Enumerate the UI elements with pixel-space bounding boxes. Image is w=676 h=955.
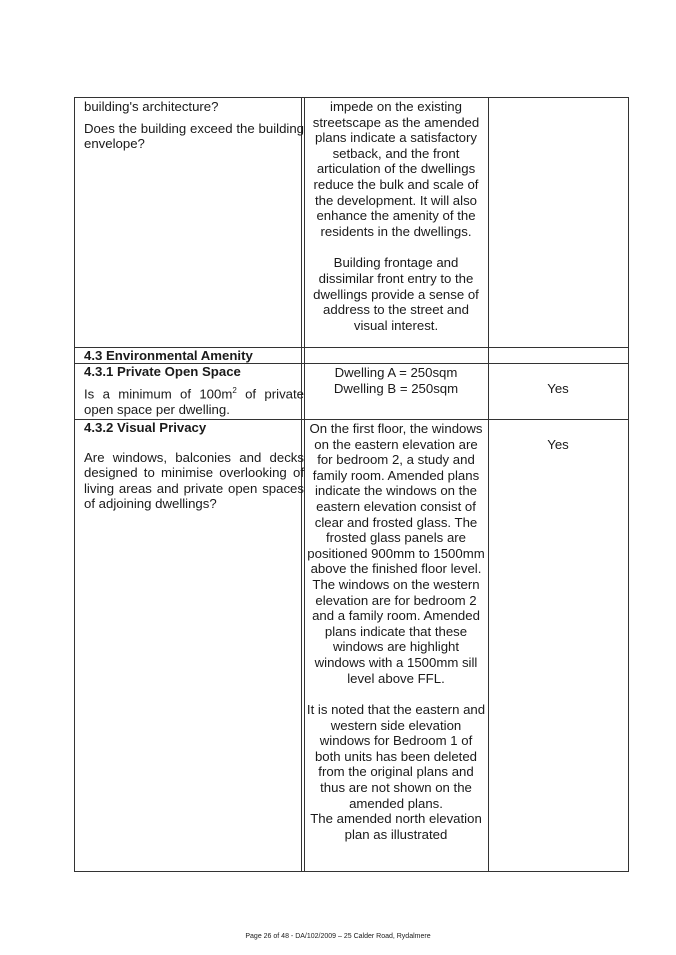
pos-compliance: Yes bbox=[547, 381, 569, 396]
privacy-question: Are windows, balconies and decks designed to minimise overlooking of living areas and private open spaces of adjoining dwellings? bbox=[84, 449, 304, 512]
pos-heading: 4.3.1 Private Open Space bbox=[84, 364, 241, 379]
row1-left-line: building's architecture? bbox=[84, 99, 219, 114]
privacy-compliance: Yes bbox=[547, 437, 569, 452]
pos-question-sup: 2 bbox=[232, 385, 237, 395]
row1-mid-para2: Building frontage and dissimilar front entry to the dwellings provide a sense of address to the street and visual interest. bbox=[313, 255, 479, 333]
table-border-bottom bbox=[74, 871, 629, 872]
privacy-mid-para2: It is noted that the eastern and western side elevation windows for Bedroom 1 of both units has been deleted from the original plans and thus are not shown on the amended plans. bbox=[306, 702, 486, 811]
privacy-mid-cell bbox=[306, 421, 486, 842]
column-divider-2 bbox=[488, 97, 489, 872]
row1-mid-para1: impede on the existing streetscape as the amended plans indicate a satisfactory setback, and the front articulation of the dwellings reduce the bulk and scale of the development. It will also enhance the amenity of the residents in the dwellings. bbox=[312, 99, 480, 239]
privacy-heading: 4.3.2 Visual Privacy bbox=[84, 420, 207, 435]
table-border-top bbox=[74, 97, 629, 98]
pos-left-cell bbox=[84, 364, 304, 417]
table-border-left bbox=[74, 97, 75, 872]
table-border-right bbox=[628, 97, 629, 872]
privacy-mid-para1: On the first floor, the windows on the eastern elevation are for bedroom 2, a study and family room. Amended plans indicate the windows on the eastern elevation consist of clear and frosted glass. The frosted glass panels are positioned 900mm to 1500mm above the finished floor level. The windows on the western elevation are for bedroom 2 and a family room. Amended plans indicate that these windows are highlight windows with a 1500mm sill level above FFL. bbox=[307, 421, 485, 686]
pos-question bbox=[84, 383, 304, 418]
privacy-left-cell bbox=[84, 420, 304, 512]
pos-question-pre: Is a minimum of 100m bbox=[84, 385, 233, 401]
pos-mid-cell bbox=[306, 365, 486, 396]
column-divider-1b bbox=[304, 97, 305, 872]
assessment-table bbox=[74, 97, 629, 872]
row1-left-question: Does the building exceed the building envelope? bbox=[84, 120, 304, 152]
dwelling-b: Dwelling B = 250sqm bbox=[333, 380, 459, 396]
row1-mid-cell bbox=[306, 99, 486, 333]
privacy-mid-para3: The amended north elevation plan as illustrated bbox=[310, 811, 482, 842]
pos-question-post: of private open space per dwelling. bbox=[84, 385, 304, 417]
page-footer: Page 26 of 48 - DA/102/2009 – 25 Calder Road, Rydalmere bbox=[245, 933, 431, 940]
row1-left-cell bbox=[84, 99, 304, 152]
section-heading: 4.3 Environmental Amenity bbox=[84, 348, 253, 363]
dwelling-a: Dwelling A = 250sqm bbox=[334, 365, 458, 380]
